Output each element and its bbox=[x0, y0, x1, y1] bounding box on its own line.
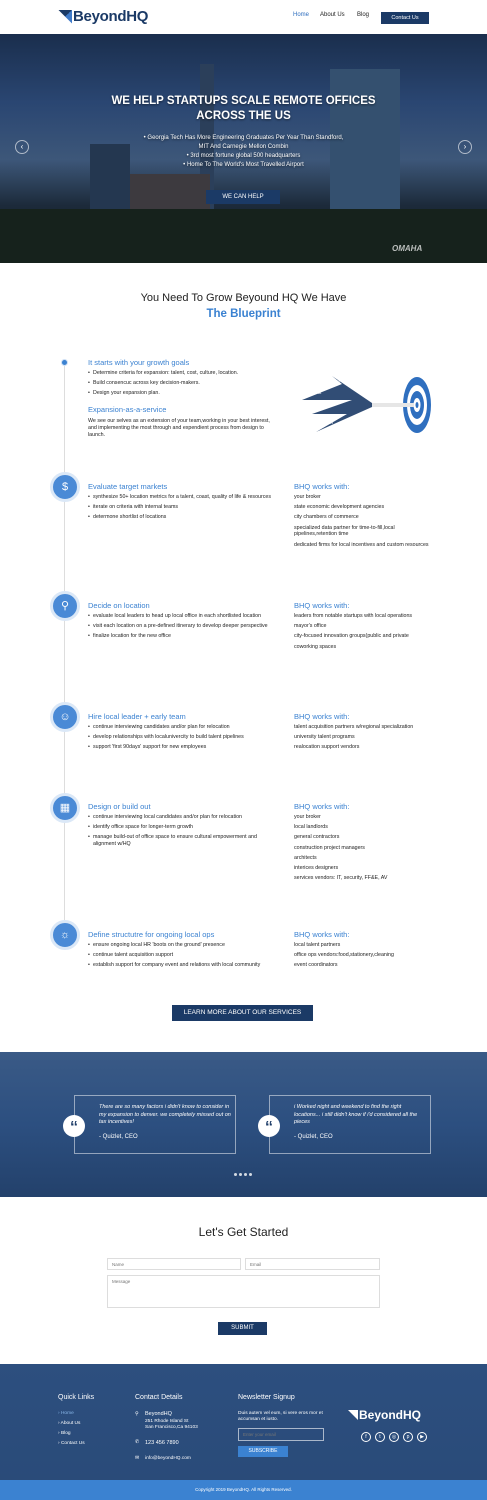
get-started-title: Let's Get Started bbox=[198, 1225, 289, 1239]
list-item: interices designers bbox=[294, 864, 339, 871]
list-item: • evaluate local leaders to head up local office in each shortlisted location bbox=[88, 613, 276, 620]
list-item: local talent partners bbox=[294, 942, 341, 948]
nav-about-us[interactable]: About Us bbox=[320, 12, 345, 18]
testimonials-section bbox=[0, 1052, 487, 1197]
email-field[interactable] bbox=[245, 1258, 380, 1270]
step-title: Hire local leader + early team bbox=[88, 712, 186, 721]
contact-details-title: Contact Details bbox=[135, 1394, 183, 1401]
step-title: Define structutre for ongoing local ops bbox=[88, 930, 215, 939]
footer-link-contact-us[interactable]: › Contact Us bbox=[58, 1441, 85, 1446]
testimonial-author: - Quizlet, CEO bbox=[294, 1134, 333, 1140]
service-title: Expansion-as-a-service bbox=[88, 405, 167, 414]
step-list bbox=[88, 942, 276, 973]
location-pin-icon: ⚲ bbox=[50, 591, 80, 621]
list-item: • finalize location for the new office bbox=[88, 633, 276, 640]
newsletter-title: Newsletter Signup bbox=[238, 1394, 295, 1401]
quote-icon: “ bbox=[63, 1115, 85, 1137]
phone-number: 123 456 7890 bbox=[145, 1440, 179, 1446]
list-item: services vendors: IT, security, FF&E, AV bbox=[294, 875, 388, 882]
header bbox=[0, 0, 487, 34]
testimonial-text: There are so many factors i didn't know to consider in my expansion to denver. we completely missed out on tax incentives! bbox=[99, 1104, 231, 1125]
nav-blog[interactable]: Blog bbox=[357, 12, 370, 18]
instagram-icon[interactable]: ◎ bbox=[389, 1432, 399, 1442]
list-item: • continue interviewing local candidates and/or plan for relocation bbox=[88, 814, 276, 821]
list-item: • support 'first 90days' support for new employees bbox=[88, 744, 276, 751]
graphic-label: Location bbox=[316, 420, 334, 425]
list-item: • identify office space for longer-term growth bbox=[88, 824, 276, 831]
lightbulb-icon: ☼ bbox=[50, 920, 80, 950]
money-bag-icon: $ bbox=[50, 472, 80, 502]
intro-title: It starts with your growth goals bbox=[88, 358, 190, 367]
graphic-label: Cost bbox=[312, 390, 322, 395]
list-item: realocation support vendors bbox=[294, 744, 360, 751]
footer-link-about-us[interactable]: › About Us bbox=[58, 1421, 81, 1426]
step-title: Decide on location bbox=[88, 601, 150, 610]
step-list bbox=[88, 613, 276, 644]
youtube-icon[interactable]: ▶ bbox=[417, 1432, 427, 1442]
nav-home[interactable]: Home bbox=[293, 12, 310, 18]
quick-links-title: Quick Links bbox=[58, 1394, 95, 1401]
blueprint-title: You Need To Grow Beyound HQ We Have bbox=[140, 292, 347, 304]
footer-link-home[interactable]: › Home bbox=[58, 1411, 74, 1416]
list-item: construction project managers bbox=[294, 844, 365, 851]
list-item: mayor's office bbox=[294, 623, 327, 630]
list-item: • establish support for company event and relations with local community bbox=[88, 962, 276, 969]
testimonial-text: i Worked night and weekend to find the right locations... i still didn't know if i'd considered all the pieces bbox=[294, 1104, 418, 1125]
list-item: • develop relationships with localunivercity to build talent pipelines bbox=[88, 734, 276, 741]
list-item: your broker bbox=[294, 494, 321, 500]
list-item: your broker bbox=[294, 814, 321, 820]
company-name: BeyondHQ bbox=[145, 1411, 172, 1417]
newsletter-email-input[interactable] bbox=[238, 1428, 324, 1441]
works-with-title: BHQ works with: bbox=[294, 802, 350, 811]
team-icon: ☺ bbox=[50, 702, 80, 732]
list-item: dedicated firms for local incentives and custom resources bbox=[294, 541, 429, 548]
list-item: • synthesize 50+ location metrics for a talent, coast, quality of life & resources bbox=[88, 494, 276, 501]
we-can-help-button[interactable]: WE CAN HELP bbox=[206, 190, 280, 204]
service-text: We see our selves as an extension of your team,working in your best interest, and implementing the most through and expendient process from design to launch. bbox=[88, 418, 270, 438]
list-item: • ensure ongoing local HR 'boots on the ground' presence bbox=[88, 942, 276, 949]
email-address[interactable]: info@beyondHQ.com bbox=[145, 1456, 191, 1461]
works-with-title: BHQ works with: bbox=[294, 482, 350, 491]
list-item: • determone shortlist of locations bbox=[88, 514, 276, 521]
works-with-title: BHQ works with: bbox=[294, 712, 350, 721]
works-with-list bbox=[294, 942, 434, 973]
works-with-list bbox=[294, 613, 434, 654]
twitter-icon[interactable]: t bbox=[375, 1432, 385, 1442]
list-item: office ops vendors:food,stationery,cleaning bbox=[294, 952, 394, 959]
list-item: specialized data partner for time-to-fill,local pipelines,retention time bbox=[294, 524, 395, 538]
list-item: event coordinators bbox=[294, 962, 338, 969]
list-item: • Design your expansion plan. bbox=[88, 390, 276, 397]
pinterest-icon[interactable]: p bbox=[403, 1432, 413, 1442]
list-item: • continue interviewing candidates and/or plan for relocation bbox=[88, 724, 276, 731]
logo-mark-icon bbox=[58, 10, 72, 24]
works-with-list bbox=[294, 814, 434, 885]
location-pin-icon: ⚲ bbox=[135, 1411, 139, 1417]
list-item: university talent programs bbox=[294, 734, 355, 741]
list-item: • Determine criteria for expansion: talent, cost, culture, location. bbox=[88, 370, 276, 377]
hero-banner bbox=[0, 34, 487, 263]
list-item: • continue talent acquisition support bbox=[88, 952, 276, 959]
copyright: Copyright 2019 BeyondHQ. All Rights Reserved. bbox=[0, 1480, 487, 1500]
newsletter-text: Duis autem vel eum, si vere eros mor et accumsan et iusto. bbox=[238, 1411, 323, 1422]
timeline-line bbox=[64, 362, 65, 934]
step-title: Evaluate target markets bbox=[88, 482, 168, 491]
list-item: state economic development agencies bbox=[294, 504, 385, 511]
phone-icon: ✆ bbox=[135, 1439, 140, 1445]
carousel-next-icon[interactable]: › bbox=[458, 140, 472, 154]
list-item: architects bbox=[294, 854, 317, 861]
step-list bbox=[88, 494, 276, 525]
list-item: local landlords bbox=[294, 824, 328, 831]
footer-link-blog[interactable]: › Blog bbox=[58, 1431, 71, 1436]
list-item: coworking spaces bbox=[294, 643, 337, 650]
graphic-label: Culture bbox=[306, 404, 321, 409]
quote-icon: “ bbox=[258, 1115, 280, 1137]
hero-bullets: • Georgia Tech Has More Engineering Graduates Per Year Than Standford, MIT And Carnegie Mellon Combin • 3rd most fortune global 500 headquarters • Home To The World's Most Travelled Airport bbox=[143, 135, 344, 168]
testimonial-card bbox=[269, 1095, 431, 1154]
footer-logo[interactable]: BeyondHQ bbox=[348, 1408, 421, 1422]
logo-text: BeyondHQ bbox=[73, 8, 149, 25]
target-arrows-graphic bbox=[292, 370, 442, 440]
mail-icon: ✉ bbox=[135, 1455, 140, 1461]
list-item: • visit each location on a pre-defined itinerary to develop deeper perspective bbox=[88, 623, 276, 630]
works-with-list bbox=[294, 724, 434, 755]
list-item: city-focused innovation groups(public and private bbox=[294, 633, 409, 640]
hero-title: WE HELP STARTUPS SCALE REMOTE OFFICES ACROSS THE US bbox=[111, 95, 376, 122]
works-with-list bbox=[294, 494, 434, 552]
subscribe-button[interactable]: SUBSCRIBE bbox=[238, 1446, 288, 1457]
address-line-1: 251 Rhode Island St bbox=[145, 1419, 189, 1424]
works-with-title: BHQ works with: bbox=[294, 601, 350, 610]
list-item: • iterate on criteria with internal teams bbox=[88, 504, 276, 511]
name-field[interactable] bbox=[107, 1258, 241, 1270]
carousel-dots[interactable] bbox=[234, 1173, 252, 1176]
message-field[interactable] bbox=[107, 1275, 380, 1308]
building-icon: ▦ bbox=[50, 793, 80, 823]
list-item: general contractors bbox=[294, 834, 340, 841]
list-item: • manage build-out of office space to ensure cultural empowerment and alignment w/HQ bbox=[88, 834, 276, 848]
contact-us-button[interactable]: Contact Us bbox=[381, 12, 429, 24]
facebook-icon[interactable]: f bbox=[361, 1432, 371, 1442]
step-title: Design or build out bbox=[88, 802, 151, 811]
list-item: talent acquisition partners w/regional specialization bbox=[294, 724, 414, 730]
testimonial-author: - Quizlet, CEO bbox=[99, 1134, 138, 1140]
city-watermark: OMAHA bbox=[392, 244, 423, 253]
intro-list bbox=[88, 370, 276, 401]
blueprint-subtitle: The Blueprint bbox=[206, 308, 281, 320]
logo-mark-icon bbox=[348, 1410, 358, 1420]
carousel-prev-icon[interactable]: ‹ bbox=[15, 140, 29, 154]
submit-button[interactable]: SUBMIT bbox=[218, 1322, 267, 1335]
timeline-dot bbox=[61, 359, 68, 366]
testimonial-card bbox=[74, 1095, 236, 1154]
graphic-label: Talent bbox=[328, 379, 341, 384]
learn-more-button[interactable]: LEARN MORE ABOUT OUR SERVICES bbox=[172, 1005, 313, 1021]
step-list bbox=[88, 814, 276, 851]
list-item: city chambers of commerce bbox=[294, 514, 359, 521]
step-list bbox=[88, 724, 276, 755]
list-item: • Build consencuc across key decision-makers. bbox=[88, 380, 276, 387]
logo[interactable] bbox=[58, 8, 148, 25]
works-with-title: BHQ works with: bbox=[294, 930, 350, 939]
address-line-2: San Francisco,Ca 94103 bbox=[145, 1425, 198, 1430]
list-item: leaders from notable startups with local operations bbox=[294, 613, 413, 619]
